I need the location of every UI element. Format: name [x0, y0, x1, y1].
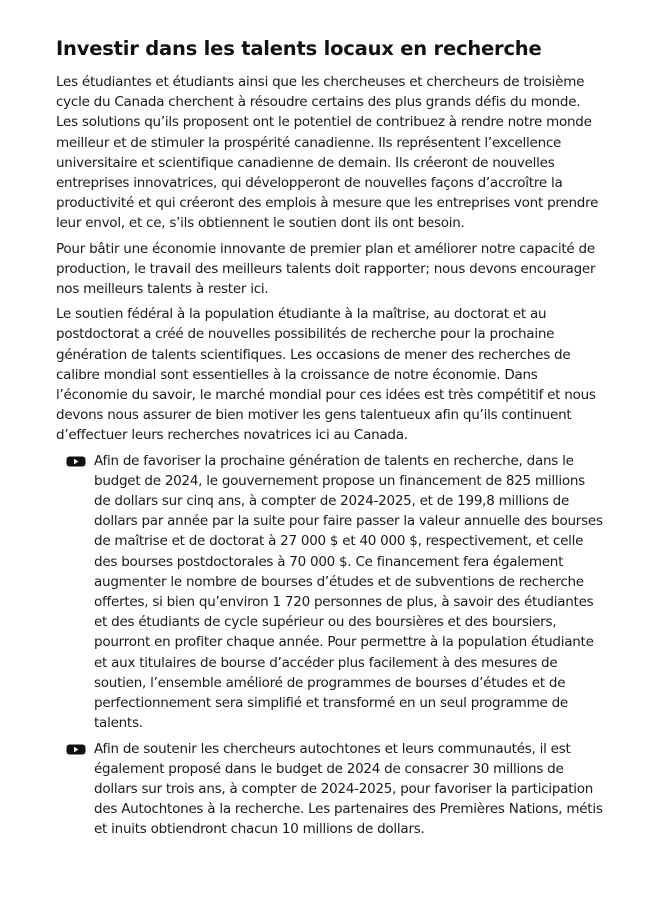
- paragraph-2: Pour bâtir une économie innovante de premier plan et améliorer notre capacité de production, le travail des meilleurs talents doit rapporter; nous devons encourager nos meilleurs talents à rester ici.: [56, 240, 596, 298]
- bullet-item-1: [56, 451, 604, 734]
- arrow-tab-icon: [66, 744, 86, 755]
- bullet-item-2: [56, 739, 604, 840]
- arrow-tab-icon: [66, 456, 86, 467]
- section-title: Investir dans les talents locaux en recherche: [56, 37, 542, 60]
- bullet-text-1: Afin de favoriser la prochaine génération de talents en recherche, dans le budget de 2024, le gouvernement propose un financement de 825 millions de dollars sur cinq ans, à compter de 2024-2025, et de 199,8 millions de dollars par année par la suite pour faire passer la valeur annuelle des bourses de maîtrise et de doctorat à 27 000 $ et 40 000 $, respectivement, et celle des bourses postdoctorales à 70 000 $. Ce financement fera également augmenter le nombre de bourses d’études et de subventions de recherche offertes, si bien qu’environ 1 720 personnes de plus, à savoir des étudiantes et des étudiants de cycle supérieur ou des boursières et des boursiers, pourront en profiter chaque année. Pour permettre à la population étudiante et aux titulaires de bourse d’accéder plus facilement à des mesures de soutien, l’ensemble amélioré de programmes de bourses d’études et de perfectionnement sera simplifié et transformé en un seul programme de talents.: [94, 452, 603, 732]
- bullet-list: [56, 451, 604, 840]
- bullet-text-2: Afin de soutenir les chercheurs autochtones et leurs communautés, il est également proposé dans le budget de 2024 de consacrer 30 millions de dollars sur trois ans, à compter de 2024-2025, pour favoriser la participation des Autochtones à la recherche. Les partenaires des Premières Nations, métis et inuits obtiendront chacun 10 millions de dollars.: [94, 740, 603, 838]
- paragraph-1: Les étudiantes et étudiants ainsi que les chercheuses et chercheurs de troisième cycle du Canada cherchent à résoudre certains des plus grands défis du monde. Les solutions qu’ils proposent ont le potentiel de contribuez à rendre notre monde meilleur et de stimuler la prospérité canadienne. Ils représentent l’excellence universitaire et scientifique canadienne de demain. Ils créeront de nouvelles entreprises innovatrices, qui développeront de nouvelles façons d’accroître la productivité et qui créeront des emplois à mesure que les entreprises vont prendre leur envol, et ce, s’ils obtiennent le soutien dont ils ont besoin.: [56, 74, 599, 232]
- paragraph-3: Le soutien fédéral à la population étudiante à la maîtrise, au doctorat et au postdoctorat a créé de nouvelles possibilités de recherche pour la prochaine génération de talents scientifiques. Les occasions de mener des recherches de calibre mondial sont essentielles à la croissance de notre économie. Dans l’économie du savoir, le marché mondial pour ces idées est très compétitif et nous devons nous assurer de bien motiver les gens talentueux afin qu’ils continuent d’effectuer leurs recherches novatrices ici au Canada.: [56, 306, 596, 444]
